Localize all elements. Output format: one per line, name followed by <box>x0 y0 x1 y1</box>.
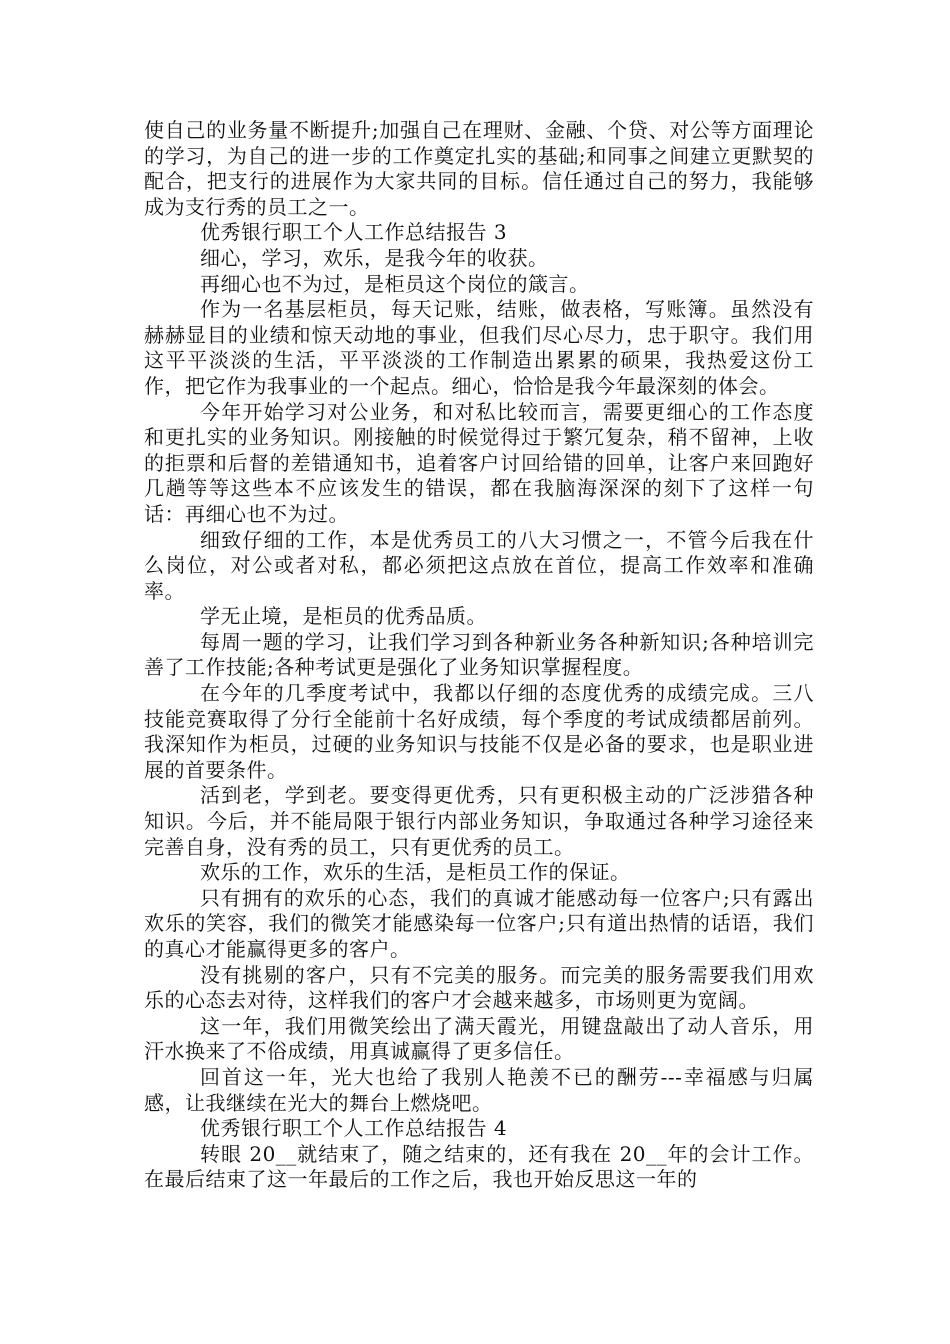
paragraph-2: 细心，学习，欢乐，是我今年的收获。 <box>200 245 549 270</box>
section-heading-3: 优秀银行职工个人工作总结报告 3 <box>200 220 508 245</box>
document-page <box>144 118 814 1193</box>
paragraph-1: 使自己的业务量不断提升;加强自己在理财、金融、个贷、对公等方面理论的学习，为自己的进一步的工作奠定扎实的基础;和同事之间建立更默契的配合，把支行的进展作为大家共同的目标。信任通过自己的努力，我能够成为支行秀的员工之一。 <box>144 118 814 219</box>
paragraph-8: 每周一题的学习，让我们学习到各种新业务各种新知识;各种培训完善了工作技能;各种考试更是强化了业务知识掌握程度。 <box>144 629 814 680</box>
paragraph-9: 在今年的几季度考试中，我都以仔细的态度优秀的成绩完成。三八技能竞赛取得了分行全能前十名好成绩，每个季度的考试成绩都居前列。我深知作为柜员，过硬的业务知识与技能不仅是必备的要求，也是职业进展的首要条件。 <box>144 681 814 782</box>
paragraph-6: 细致仔细的工作，本是优秀员工的八大习惯之一，不管今后我在什么岗位，对公或者对私，都必须把这点放在首位，提高工作效率和准确率。 <box>144 527 814 603</box>
paragraph-5: 今年开始学习对公业务，和对私比较而言，需要更细心的工作态度和更扎实的业务知识。刚接触的时候觉得过于繁冗复杂，稍不留神，上收的拒票和后督的差错通知书，追着客户讨回给错的回单，让客户来回跑好几趟等等这些本不应该发生的错误，都在我脑海深深的刻下了这样一句话：再细心也不为过。 <box>144 399 814 526</box>
paragraph-11: 欢乐的工作，欢乐的生活，是柜员工作的保证。 <box>200 860 631 885</box>
paragraph-13: 没有挑剔的客户，只有不完美的服务。而完美的服务需要我们用欢乐的心态去对待，这样我们的客户才会越来越多，市场则更为宽阔。 <box>144 962 814 1013</box>
paragraph-14: 这一年，我们用微笑绘出了满天霞光，用键盘敲出了动人音乐，用汗水换来了不俗成绩，用真诚赢得了更多信任。 <box>144 1013 814 1064</box>
section-heading-4: 优秀银行职工个人工作总结报告 4 <box>200 1116 508 1141</box>
paragraph-12: 只有拥有的欢乐的心态，我们的真诚才能感动每一位客户;只有露出欢乐的笑容，我们的微笑才能感染每一位客户;只有道出热情的话语，我们的真心才能赢得更多的客户。 <box>144 885 814 961</box>
paragraph-4: 作为一名基层柜员，每天记账，结账，做表格，写账簿。虽然没有赫赫显目的业绩和惊天动地的事业，但我们尽心尽力，忠于职守。我们用这平平淡淡的生活，平平淡淡的工作制造出累累的硕果，我热爱这份工作，把它作为我事业的一个起点。细心，恰恰是我今年最深刻的体会。 <box>144 297 814 398</box>
paragraph-16: 转眼 20__就结束了，随之结束的，还有我在 20__年的会计工作。在最后结束了这一年最后的工作之后，我也开始反思这一年的 <box>144 1141 814 1192</box>
paragraph-7: 学无止境，是柜员的优秀品质。 <box>200 604 487 629</box>
paragraph-3: 再细心也不为过，是柜员这个岗位的箴言。 <box>200 271 590 296</box>
paragraph-10: 活到老，学到老。要变得更优秀，只有更积极主动的广泛涉猎各种知识。今后，并不能局限于银行内部业务知识，争取通过各种学习途径来完善自身，没有秀的员工，只有更优秀的员工。 <box>144 783 814 859</box>
paragraph-15: 回首这一年，光大也给了我别人艳羡不已的酬劳---幸福感与归属感，让我继续在光大的舞台上燃烧吧。 <box>144 1064 814 1115</box>
